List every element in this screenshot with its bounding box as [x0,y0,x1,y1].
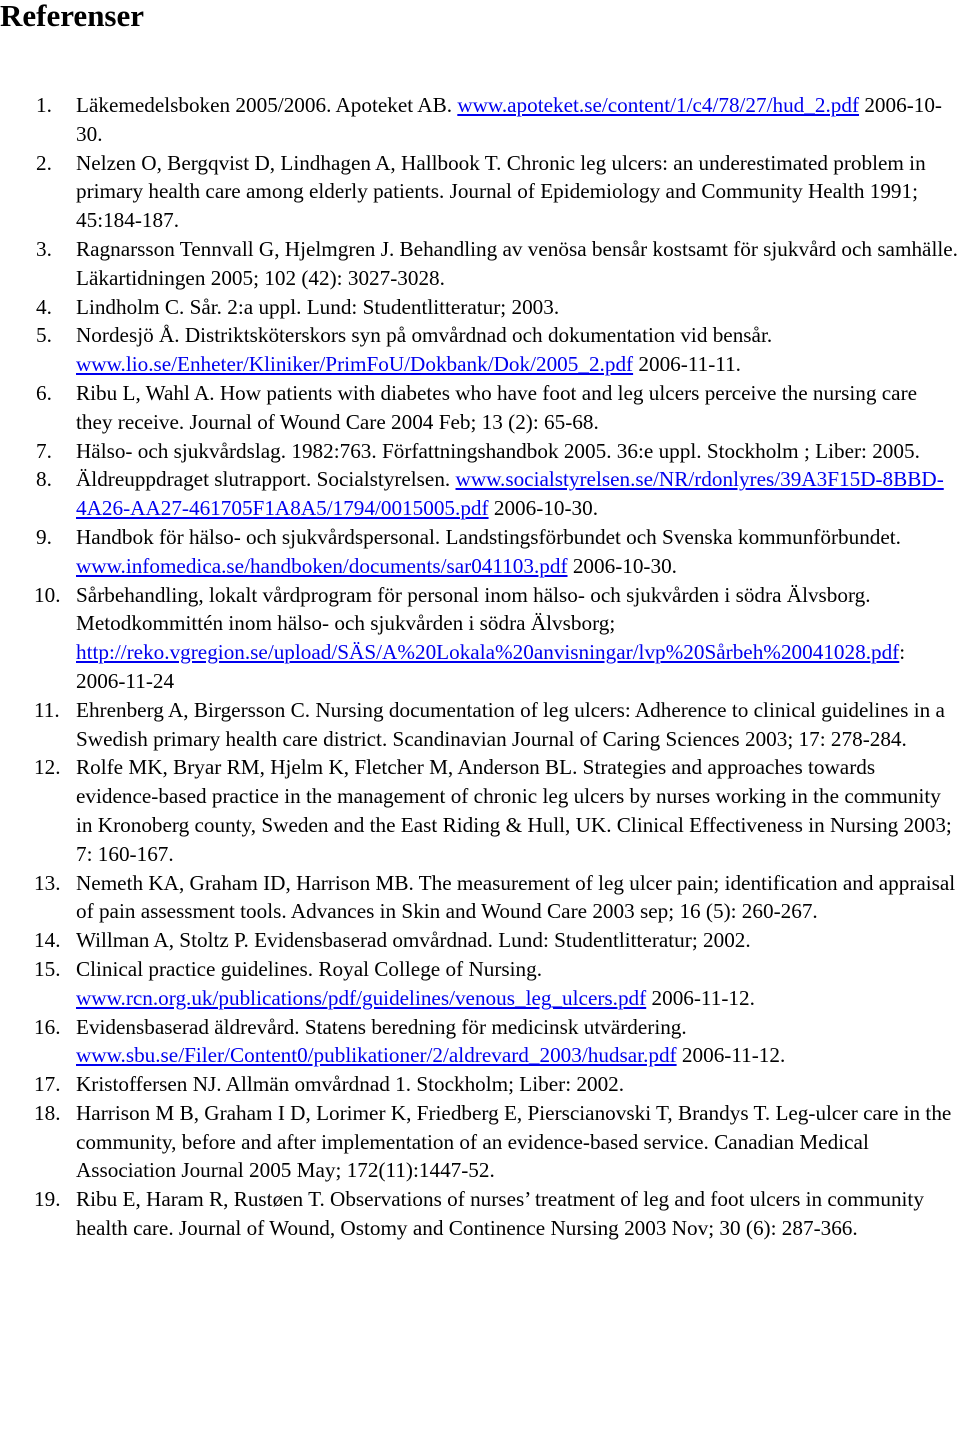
reference-item [0,293,960,322]
reference-link[interactable]: www.apoteket.se/content/1/c4/78/27/hud_2.pdf [457,93,860,117]
reference-number: 19. [34,1187,61,1212]
reference-text: Rolfe MK, Bryar RM, Hjelm K, Fletcher M, Anderson BL. Strategies and approaches towards evidence-based practice in the management of chronic leg ulcers by nurses working in the community in Kronoberg county, Sweden and the East Riding & Hull, UK. Clinical Effectiveness in Nursing 2003; 7: 160-167. [76,755,952,866]
reference-list [0,91,960,1243]
reference-text: Clinical practice guidelines. Royal College of Nursing. [76,956,543,981]
reference-item [0,1070,960,1099]
reference-item [0,437,960,466]
reference-number: 11. [34,697,60,722]
reference-text: Hälso- och sjukvårdslag. 1982:763. Författningshandbok 2005. 36:e uppl. Stockholm ; Liber: 2005. [76,438,920,463]
reference-text: Sårbehandling, lokalt vårdprogram för personal inom hälso- och sjukvården i södra Älvsborg. Metodkommittén inom hälso- och sjukvården i södra Älvsborg; [76,582,871,636]
reference-number: 2. [36,150,52,175]
reference-link[interactable]: www.lio.se/Enheter/Kliniker/PrimFoU/Dokbank/Dok/2005_2.pdf [76,352,634,377]
reference-item [0,523,960,581]
reference-number: 6. [36,380,52,405]
reference-number: 14. [34,928,61,953]
reference-item [0,149,960,235]
reference-text: 2006-11-12. [676,1043,786,1068]
reference-text: Ehrenberg A, Birgersson C. Nursing documentation of leg ulcers: Adherence to clinical guidelines in a Swedish primary health care district. Scandinavian Journal of Caring Sciences 2003; 17: 278-284. [76,697,945,751]
reference-number: 16. [34,1014,61,1039]
reference-link[interactable]: www.socialstyrelsen.se/NR/rdonlyres/39A3F15D-8BBD-4A26-AA27-461705F1A8A5/1794/0015005.pdf [76,467,944,521]
reference-link[interactable]: www.rcn.org.uk/publications/pdf/guidelines/venous_leg_ulcers.pdf [76,985,647,1010]
reference-item [0,1099,960,1185]
reference-number: 18. [34,1100,61,1125]
reference-number: 7. [36,438,52,463]
reference-item [0,1185,960,1243]
reference-text: Nelzen O, Bergqvist D, Lindhagen A, Hallbook T. Chronic leg ulcers: an underestimated problem in primary health care among elderly patients. Journal of Epidemiology and Community Health 1991; 45:184-187. [76,150,926,233]
reference-number: 4. [36,294,52,319]
reference-item [0,869,960,927]
reference-number: 13. [34,870,61,895]
reference-text: Evidensbaserad äldrevård. Statens beredning för medicinsk utvärdering. [76,1014,687,1039]
reference-number: 1. [36,93,52,117]
reference-item [0,581,960,696]
reference-text: Ragnarsson Tennvall G, Hjelmgren J. Behandling av venösa bensår kostsamt för sjukvård och samhälle. Läkartidningen 2005; 102 (42): 3027-3028. [76,236,958,290]
reference-item [0,379,960,437]
reference-text: Willman A, Stoltz P. Evidensbaserad omvårdnad. Lund: Studentlitteratur; 2002. [76,928,751,953]
reference-number: 8. [36,467,52,492]
reference-text: Ribu L, Wahl A. How patients with diabetes who have foot and leg ulcers perceive the nursing care they receive. Journal of Wound Care 2004 Feb; 13 (2): 65-68. [76,380,918,434]
reference-item [0,91,960,149]
reference-text: Handbok för hälso- och sjukvårdspersonal. Landstingsförbundet och Svenska kommunförbundet. [76,524,901,549]
reference-text: 2006-11-11. [633,352,741,377]
reference-text: Nordesjö Å. Distriktsköterskors syn på omvårdnad och dokumentation vid bensår. [76,323,773,348]
reference-text: Äldreuppdraget slutrapport. Socialstyrelsen. [76,467,456,492]
reference-link[interactable]: www.sbu.se/Filer/Content0/publikationer/2/aldrevard_2003/hudsar.pdf [76,1043,677,1068]
reference-number: 9. [36,524,52,549]
reference-text: Harrison M B, Graham I D, Lorimer K, Friedberg E, Pierscianovski T, Brandys T. Leg-ulcer care in the community, before and after implementation of an evidence-based service. Canadian Medical Association Journal 2005 May; 172(11):1447-52. [76,1100,952,1183]
reference-text: 2006-11-12. [646,985,755,1010]
reference-text: Nemeth KA, Graham ID, Harrison MB. The measurement of leg ulcer pain; identification and appraisal of pain assessment tools. Advances in Skin and Wound Care 2003 sep; 16 (5): 260-267. [76,870,956,924]
reference-item [0,465,960,523]
reference-item [0,926,960,955]
reference-text: : 2006-11-24 [76,640,906,693]
reference-number: 5. [36,323,52,348]
reference-link[interactable]: http://reko.vgregion.se/upload/SÄS/A%20Lokala%20anvisningar/lvp%20Sårbeh%20041028.pdf [76,640,900,665]
reference-text: Läkemedelsboken 2005/2006. Apoteket AB. [76,93,458,117]
reference-text: Kristoffersen NJ. Allmän omvårdnad 1. Stockholm; Liber: 2002. [76,1072,625,1097]
reference-number: 10. [34,582,61,607]
reference-item [0,753,960,868]
reference-item [0,321,960,379]
reference-item [0,235,960,293]
reference-text: 2006-10-30. [488,496,599,521]
reference-item [0,1013,960,1071]
reference-item [0,955,960,1013]
reference-text: 2006-10-30. [76,93,942,146]
reference-number: 15. [34,956,61,981]
reference-text: 2006-10-30. [567,553,677,578]
reference-number: 3. [36,236,52,261]
reference-link[interactable]: www.infomedica.se/handboken/documents/sar041103.pdf [76,553,568,578]
reference-number: 12. [34,755,61,780]
reference-item [0,696,960,754]
reference-text: Ribu E, Haram R, Rustøen T. Observations of nurses’ treatment of leg and foot ulcers in community health care. Journal of Wound, Ostomy and Continence Nursing 2003 Nov; 30 (6): 287-366. [76,1187,924,1241]
page-title: Referenser [0,0,145,33]
reference-number: 17. [34,1072,61,1097]
reference-text: Lindholm C. Sår. 2:a uppl. Lund: Studentlitteratur; 2003. [76,294,560,319]
